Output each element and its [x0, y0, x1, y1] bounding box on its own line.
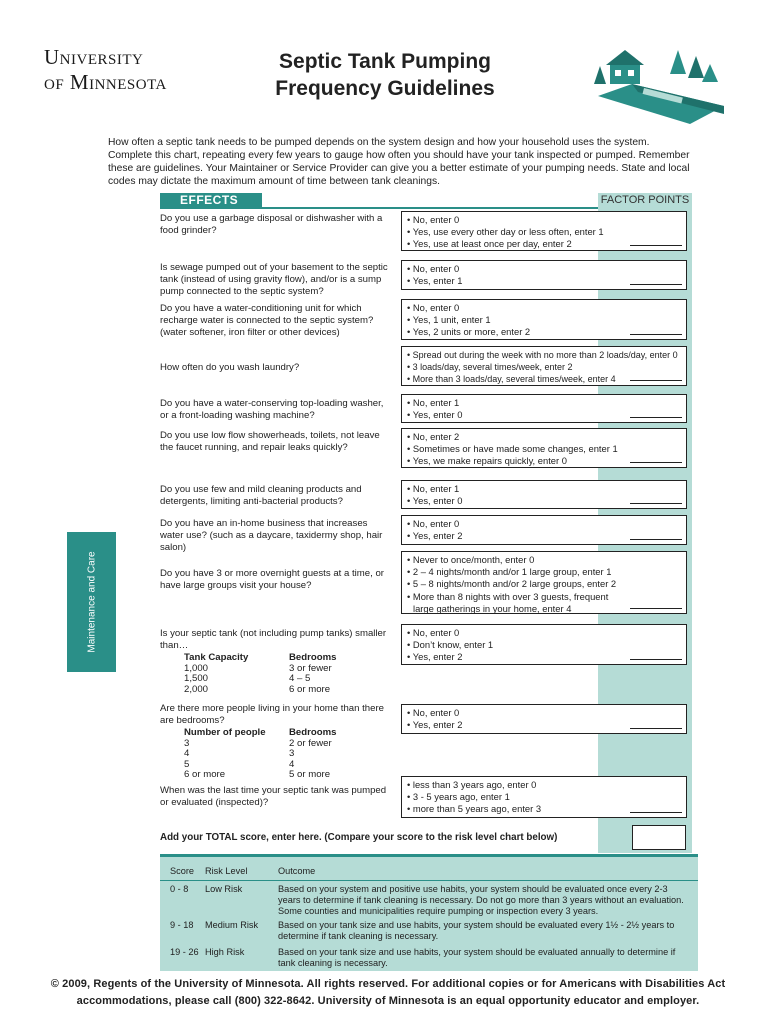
question-11: [160, 703, 392, 781]
score-blank[interactable]: [630, 608, 682, 609]
option: • Never to once/month, enter 0: [407, 554, 535, 565]
option: • 3 loads/day, several times/week, enter 2: [407, 362, 573, 373]
option: • less than 3 years ago, enter 0: [407, 779, 537, 790]
option: • Yes, use every other day or less often, enter 1: [407, 226, 604, 238]
option: • Yes, enter 2: [407, 651, 463, 663]
question-12: When was the last time your septic tank was pumped or evaluated (inspected)?: [160, 785, 387, 808]
option: • Yes, we make repairs quickly, enter 0: [407, 455, 567, 467]
option: • Yes, enter 0: [407, 495, 463, 507]
option: • 3 - 5 years ago, enter 1: [407, 791, 510, 803]
effects-divider: [160, 207, 598, 209]
title-line-1: Septic Tank Pumping: [279, 50, 491, 73]
option: • No, enter 1: [407, 483, 460, 494]
score-blank[interactable]: [630, 284, 682, 285]
score-blank[interactable]: [630, 659, 682, 660]
option: • Yes, use at least once per day, enter 2: [407, 238, 572, 250]
effects-header: EFFECTS: [160, 193, 262, 208]
answer-box-2[interactable]: [401, 260, 687, 290]
intro-paragraph: How often a septic tank needs to be pumped depends on the system design and how your household uses the system. Complete this chart, repeating every few years to gauge how often you should have your tank inspected or pumped. Remember these are guidelines. Your Maintainer or Service Provider can give you a better estimate of your pumping needs. State and local codes may dictate the maximum amount of time between tank cleanings.: [108, 137, 690, 187]
answer-box-12[interactable]: [401, 776, 687, 818]
risk-level: Medium Risk: [205, 920, 259, 930]
table-cell: 4 – 5: [289, 673, 311, 684]
option: • No, enter 2: [407, 431, 460, 442]
score-blank[interactable]: [630, 539, 682, 540]
factor-points-header: FACTOR POINTS: [600, 194, 690, 206]
option: • No, enter 0: [407, 214, 460, 225]
score-blank[interactable]: [630, 245, 682, 246]
score-range: 9 - 18: [170, 920, 194, 930]
option: • No, enter 0: [407, 627, 460, 638]
section-tab-label: Maintenance and Care: [86, 551, 97, 653]
option: • Sometimes or have made some changes, enter 1: [407, 443, 618, 455]
question-9: Do you have 3 or more overnight guests at a time, or have large groups visit your house?: [160, 568, 384, 591]
option: large gatherings in your home, enter 4: [413, 602, 572, 614]
table-cell: 4: [289, 758, 295, 770]
question-11-text: Are there more people living in your home than there are bedrooms?: [160, 703, 384, 726]
option: • Yes, 2 units or more, enter 2: [407, 326, 531, 338]
risk-table-divider: [160, 880, 698, 881]
option: • Yes, enter 0: [407, 409, 463, 421]
table-header: Bedrooms: [289, 652, 337, 663]
question-5: Do you have a water-conserving top-loading washer, or a front-loading washing machine?: [160, 398, 384, 421]
header-outcome: Outcome: [278, 866, 316, 876]
option: • No, enter 0: [407, 263, 460, 274]
risk-table-header: [160, 866, 698, 877]
option: • more than 5 years ago, enter 3: [407, 803, 542, 815]
tank-capacity-table: [184, 653, 392, 695]
option: • Yes, 1 unit, enter 1: [407, 314, 491, 326]
option: • No, enter 0: [407, 302, 460, 313]
option: • Don’t know, enter 1: [407, 639, 494, 651]
option: • More than 3 loads/day, several times/week, enter 4: [407, 374, 616, 385]
table-cell: 3: [184, 737, 190, 749]
table-cell: 3: [289, 748, 295, 759]
option: • Spread out during the week with no more than 2 loads/day, enter 0: [407, 350, 678, 360]
outcome: Based on your system and positive use habits, your system should be evaluated once every 2-3 years to determine if tank cleaning is necessary. Do not go more than 3 years without an evaluation. Some counties and municipalities require pumping or inspection every 3 years.: [278, 884, 684, 916]
header-score: Score: [170, 866, 195, 876]
table-cell: 6 or more: [289, 683, 331, 695]
answer-box-4[interactable]: [401, 346, 687, 386]
table-header: Bedrooms: [289, 727, 337, 738]
table-cell: 6 or more: [184, 769, 226, 780]
question-7: Do you use few and mild cleaning products and detergents, limiting anti-bacterial products?: [160, 484, 362, 507]
risk-level: Low Risk: [205, 884, 243, 894]
answer-box-9[interactable]: [401, 551, 687, 614]
table-header: Tank Capacity: [184, 652, 249, 663]
option: • No, enter 0: [407, 518, 460, 529]
question-4: How often do you wash laundry?: [160, 362, 300, 373]
score-range: 19 - 26: [170, 947, 199, 957]
logo-line-2: of Minnesota: [44, 70, 167, 94]
risk-level: High Risk: [205, 947, 245, 957]
score-blank[interactable]: [630, 462, 682, 463]
score-range: 0 - 8: [170, 884, 189, 894]
house-septic-illustration: [592, 44, 724, 124]
table-cell: 5 or more: [289, 769, 331, 780]
people-bedrooms-table: [184, 728, 392, 781]
option: • Yes, enter 1: [407, 275, 463, 287]
score-blank[interactable]: [630, 503, 682, 504]
answer-box-5[interactable]: [401, 394, 687, 423]
table-cell: 5: [184, 758, 190, 770]
header-risk-level: Risk Level: [205, 866, 248, 876]
total-score-label: Add your TOTAL score, enter here. (Compare your score to the risk level chart below): [160, 832, 558, 843]
option: • 2 – 4 nights/month and/or 1 large group, enter 1: [407, 566, 612, 578]
outcome: Based on your tank size and use habits, your system should be evaluated every 1½ - 2½ years to determine if tank cleaning is necessary.: [278, 920, 675, 941]
table-cell: 1,000: [184, 662, 209, 674]
option: • No, enter 1: [407, 397, 460, 408]
question-10-text: Is your septic tank (not including pump tanks) smaller than…: [160, 628, 387, 651]
option: • More than 8 nights with over 3 guests, frequent: [407, 590, 609, 602]
option: • 5 – 8 nights/month and/or 2 large groups, enter 2: [407, 578, 617, 590]
section-tab: [67, 532, 116, 672]
option: • Yes, enter 2: [407, 719, 463, 731]
answer-box-3[interactable]: [401, 299, 687, 340]
table-cell: 2,000: [184, 683, 209, 695]
answer-box-11[interactable]: [401, 704, 687, 734]
option: • Yes, enter 2: [407, 530, 463, 542]
question-3: Do you have a water-conditioning unit for which recharge water is connected to the septic system? (water softener, iron filter or other devices): [160, 303, 374, 338]
score-blank[interactable]: [630, 380, 682, 381]
question-1: Do you use a garbage disposal or dishwasher with a food grinder?: [160, 213, 383, 236]
answer-box-7[interactable]: [401, 480, 687, 509]
score-blank[interactable]: [630, 728, 682, 729]
table-cell: 3 or fewer: [289, 662, 332, 674]
score-blank[interactable]: [630, 334, 682, 335]
page-title: [255, 48, 515, 102]
score-blank[interactable]: [630, 812, 682, 813]
answer-box-8[interactable]: [401, 515, 687, 545]
table-cell: 4: [184, 748, 190, 759]
option: • No, enter 0: [407, 707, 460, 718]
table-cell: 1,500: [184, 673, 209, 684]
university-logo: [44, 45, 204, 95]
answer-box-6[interactable]: [401, 428, 687, 468]
table-header: Number of people: [184, 727, 266, 738]
question-8: Do you have an in-home business that increases water use? (such as a daycare, taxidermy shop, hair salon): [160, 518, 383, 553]
outcome: Based on your tank size and use habits, your system should be evaluated annually to determine if tank cleaning is necessary.: [278, 947, 676, 968]
question-2: Is sewage pumped out of your basement to the septic tank (instead of using gravity flow), and/or is a sump pump connected to the septic system?: [160, 262, 388, 297]
score-blank[interactable]: [630, 417, 682, 418]
logo-line-1: University: [44, 45, 144, 69]
question-6: Do you use low flow showerheads, toilets, not leave the faucet running, and repair leaks quickly?: [160, 430, 380, 453]
title-line-2: Frequency Guidelines: [275, 77, 495, 100]
question-10: [160, 628, 392, 695]
risk-level-table: [160, 854, 698, 971]
copyright-notice: © 2009, Regents of the University of Minnesota. All rights reserved. For additional copies or for Americans with Disabilities Act accommodations, please call (800) 322-8642. University of Minnesota is an equal opportunity educator and employer.: [50, 978, 726, 1007]
answer-box-10[interactable]: [401, 624, 687, 665]
total-score-input[interactable]: [632, 825, 686, 850]
answer-box-1[interactable]: [401, 211, 687, 251]
table-cell: 2 or fewer: [289, 737, 332, 749]
